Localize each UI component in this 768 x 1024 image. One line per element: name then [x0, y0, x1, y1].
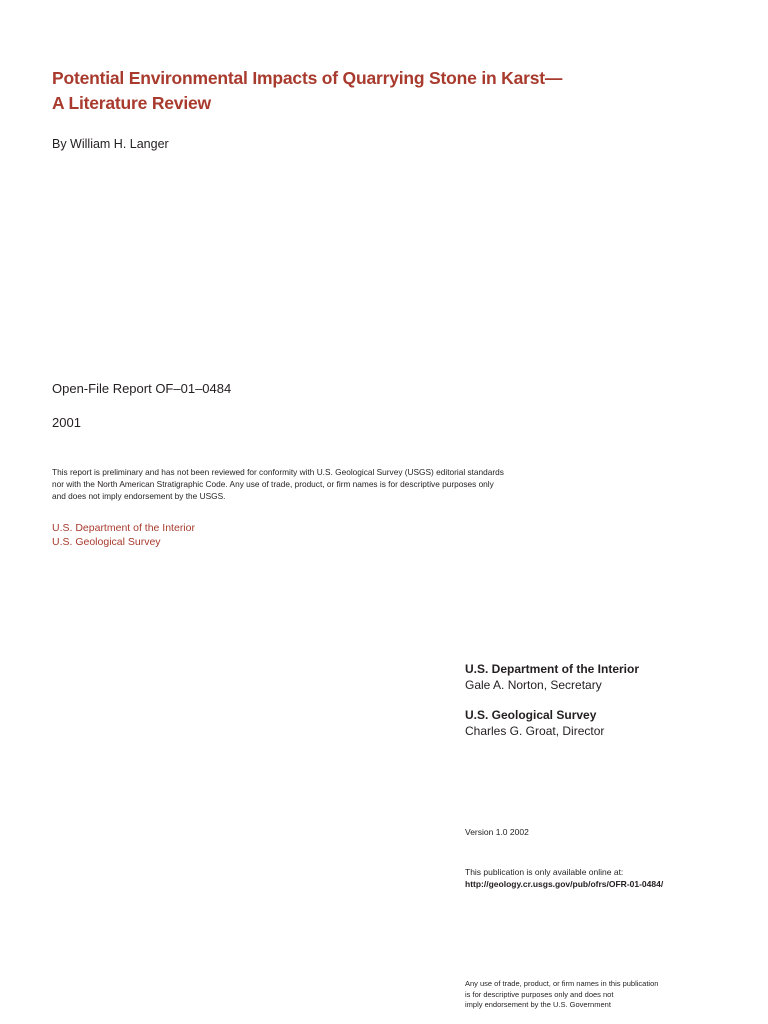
- author-byline: By William H. Langer: [52, 137, 169, 151]
- official-usgs: [465, 707, 604, 739]
- disclaimer-line-2: nor with the North American Stratigraphic Code. Any use of trade, product, or firm names is for descriptive purposes only: [52, 479, 494, 489]
- title-line-1: Potential Environmental Impacts of Quarrying Stone in Karst—: [52, 68, 563, 88]
- document-title: [52, 66, 692, 116]
- official-person: Charles G. Groat, Director: [465, 724, 605, 738]
- disclaimer-line-3: and does not imply endorsement by the USGS.: [52, 491, 226, 501]
- agency-department: U.S. Department of the Interior: [52, 522, 195, 534]
- agency-credit: [52, 521, 195, 549]
- publication-year: 2001: [52, 415, 81, 430]
- online-availability: [465, 866, 663, 890]
- footnote-line-1: Any use of trade, product, or firm names in this publication: [465, 979, 659, 988]
- official-person: Gale A. Norton, Secretary: [465, 678, 602, 692]
- official-interior: [465, 661, 639, 693]
- official-org-name: U.S. Department of the Interior: [465, 662, 640, 676]
- publication-url-link[interactable]: http://geology.cr.usgs.gov/pub/ofrs/OFR-01-0484/: [465, 879, 664, 889]
- title-line-2: A Literature Review: [52, 93, 211, 113]
- footnote-line-2: is for descriptive purposes only and does not: [465, 989, 614, 999]
- agency-survey: U.S. Geological Survey: [52, 536, 161, 548]
- report-number: Open-File Report OF–01–0484: [52, 381, 232, 396]
- endorsement-footnote: [465, 979, 658, 1011]
- official-org-name: U.S. Geological Survey: [465, 708, 597, 722]
- disclaimer-line-1: This report is preliminary and has not been reviewed for conformity with U.S. Geological Survey (USGS) editorial standards: [52, 467, 504, 477]
- disclaimer-text: [52, 466, 572, 502]
- online-note: This publication is only available online at:: [465, 867, 624, 877]
- version-label: Version 1.0 2002: [465, 827, 529, 837]
- footnote-line-3: imply endorsement by the U.S. Government: [465, 1000, 611, 1009]
